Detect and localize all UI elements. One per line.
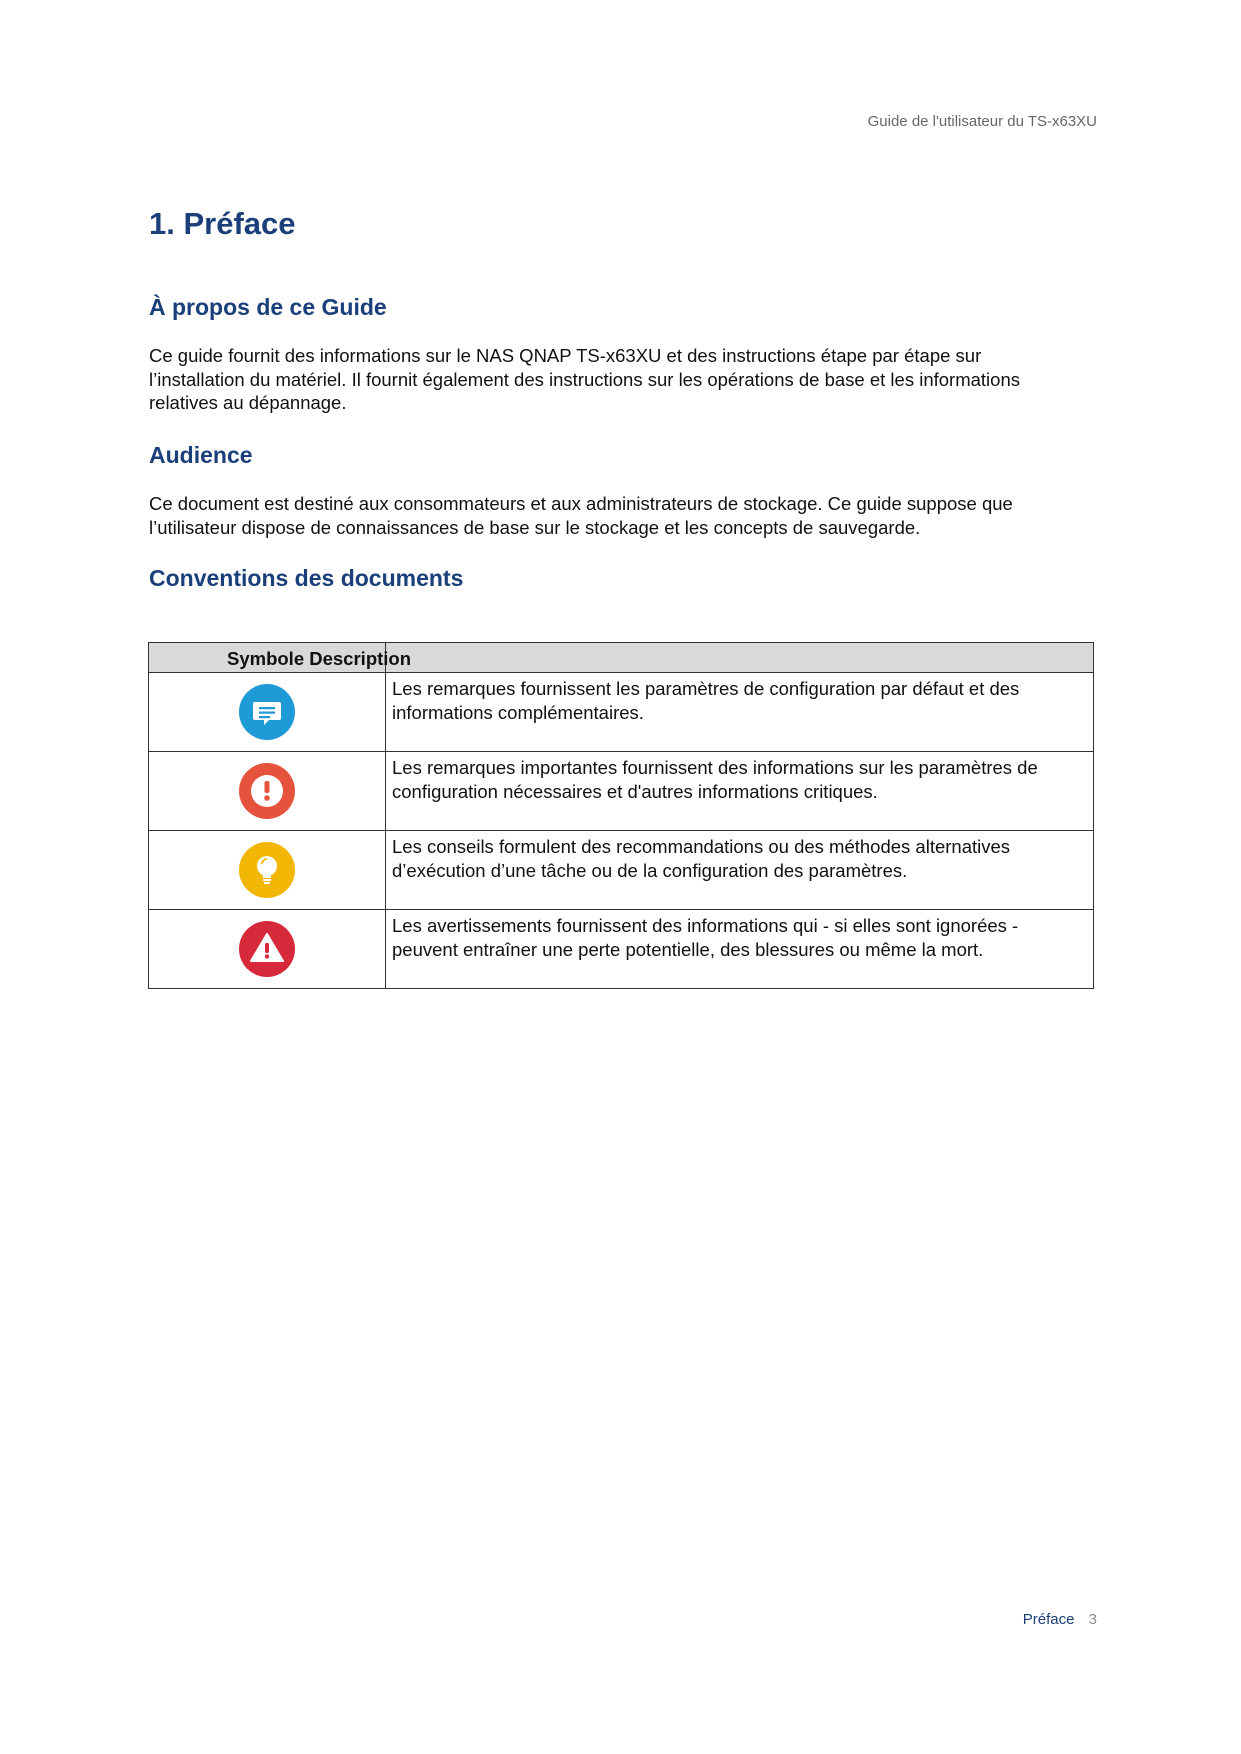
heading-conventions: Conventions des documents bbox=[149, 565, 464, 591]
page-footer bbox=[1023, 1611, 1097, 1628]
text-line: Les avertissements fournissent des informations qui - si elles sont ignorées - bbox=[392, 915, 1019, 936]
heading-audience: Audience bbox=[149, 442, 253, 468]
text-line: Les remarques fournissent les paramètres de configuration par défaut et des bbox=[392, 678, 1020, 699]
symbol-cell bbox=[149, 831, 386, 910]
text-line: peuvent entraîner une perte potentielle, des blessures ou même la mort. bbox=[392, 938, 984, 960]
paragraph-about-guide bbox=[149, 344, 1099, 415]
text-line: relatives au dépannage. bbox=[149, 392, 347, 413]
text-line: Les remarques importantes fournissent des informations sur les paramètres de bbox=[392, 757, 1038, 778]
text-line: Ce guide fournit des informations sur le NAS QNAP TS-x63XU et des instructions étape par étape sur bbox=[149, 345, 982, 366]
symbol-cell bbox=[149, 910, 386, 989]
heading-about-guide: À propos de ce Guide bbox=[149, 294, 387, 320]
text-line: Les conseils formulent des recommandations ou des méthodes alternatives bbox=[392, 836, 1011, 857]
running-header: Guide de l'utilisateur du TS-x63XU bbox=[867, 113, 1097, 130]
description-cell bbox=[386, 752, 1094, 831]
table-header-label: Symbole Description bbox=[227, 648, 412, 669]
warning-icon bbox=[149, 920, 385, 978]
symbol-cell bbox=[149, 752, 386, 831]
table-header-cell bbox=[149, 643, 412, 673]
footer-section-name: Préface bbox=[1022, 1611, 1075, 1628]
paragraph-audience bbox=[149, 492, 1099, 539]
conventions-table bbox=[148, 642, 1094, 989]
description-cell bbox=[386, 673, 1094, 752]
note-icon bbox=[149, 683, 385, 741]
table-row bbox=[149, 752, 1094, 831]
table-header-cell bbox=[386, 643, 1094, 673]
table-header-row bbox=[149, 643, 1094, 673]
text-line: configuration nécessaires et d'autres informations critiques. bbox=[392, 780, 878, 802]
text-line: informations complémentaires. bbox=[392, 701, 644, 723]
table-row bbox=[149, 831, 1094, 910]
important-icon bbox=[149, 762, 385, 820]
page-title: 1. Préface bbox=[149, 206, 296, 241]
tip-icon bbox=[149, 841, 385, 899]
description-cell bbox=[386, 831, 1094, 910]
text-line: d’exécution d’une tâche ou de la configuration des paramètres. bbox=[392, 859, 908, 881]
table-row bbox=[149, 673, 1094, 752]
text-line: l’installation du matériel. Il fournit également des instructions sur les opérations de base et les informations bbox=[149, 368, 1020, 390]
page-number: 3 bbox=[1088, 1611, 1097, 1628]
description-cell bbox=[386, 910, 1094, 989]
symbol-cell bbox=[149, 673, 386, 752]
text-line: Ce document est destiné aux consommateurs et aux administrateurs de stockage. Ce guide suppose que bbox=[149, 493, 1013, 514]
text-line: l’utilisateur dispose de connaissances de base sur le stockage et les concepts de sauvegarde. bbox=[149, 516, 921, 538]
table-row bbox=[149, 910, 1094, 989]
